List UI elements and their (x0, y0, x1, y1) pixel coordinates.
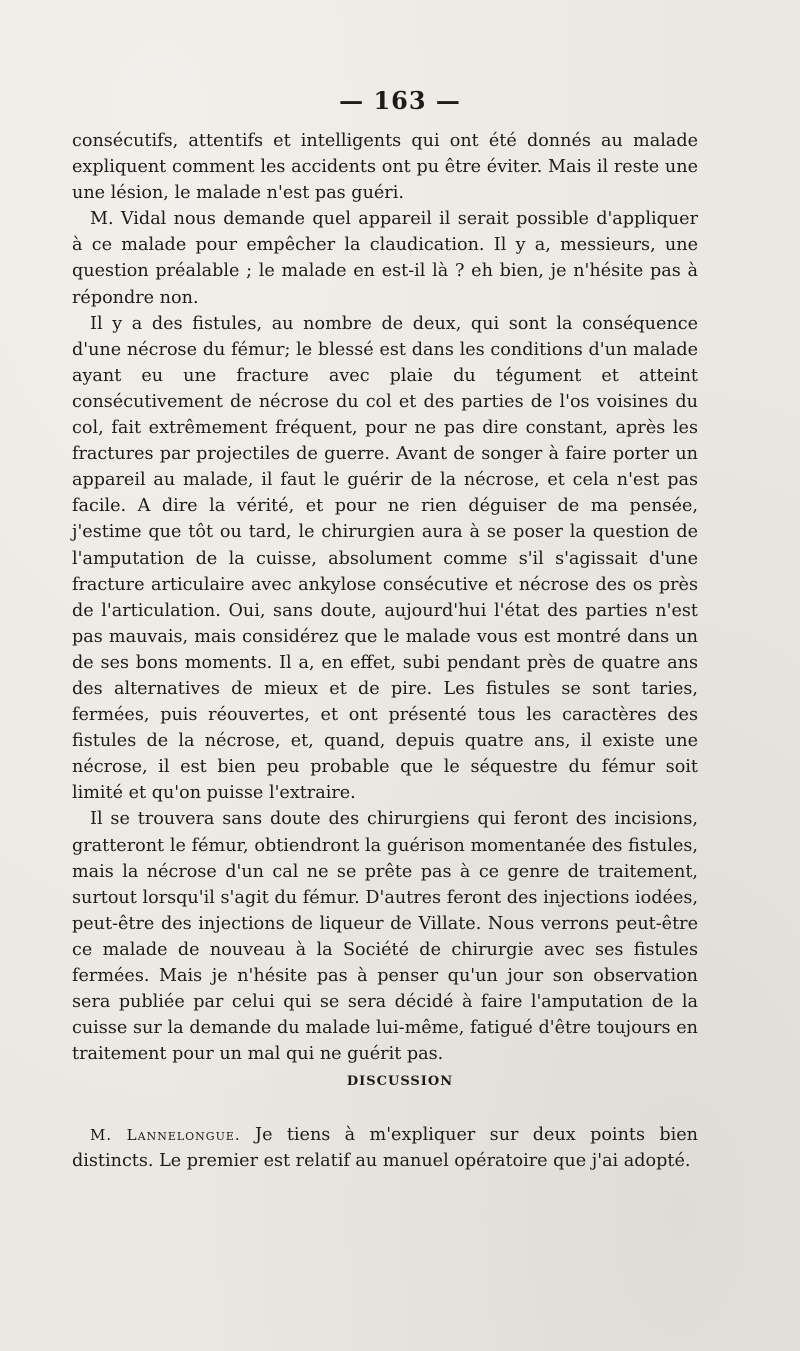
body-text (72, 128, 698, 1067)
discussion-heading: DISCUSSION (346, 1074, 454, 1089)
paragraph-4: Il se trouvera sans doute des chirurgiens qui feront des incisions, gratteront le fémur, obtiendront la guérison momentanée des fistules, mais la nécrose d'un cal ne se prête pas à ce genre de traitement, surtout lorsqu'il s'agit du fémur. D'autres feront des injections iodées, peut-être des injections de liqueur de Villate. Nous verrons peut-être ce malade de nouveau à la Société de chirurgie avec ses fistules fermées. Mais je n'hésite pas à penser qu'un jour son observation sera publiée par celui qui se sera décidé à faire l'amputation de la cuisse sur la demande du malade lui-même, fatigué d'être toujours en traitement pour un mal qui ne guérit pas. (72, 809, 698, 1065)
discussion-text (72, 1122, 698, 1174)
discussion-paragraph (72, 1122, 698, 1174)
page-number: — 163 — (339, 86, 461, 115)
paragraph-3: Il y a des fistules, au nombre de deux, qui sont la conséquence d'une nécrose du fémur; le blessé est dans les conditions d'un malade ayant eu une fracture avec plaie du tégument et atteint consécutivement de nécrose du col et des parties de l'os voisines du col, fait extrêmement fréquent, pour ne pas dire constant, après les fractures par projectiles de guerre. Avant de songer à faire porter un appareil au malade, il faut le guérir de la nécrose, et cela n'est pas facile. A dire la vérité, et pour ne rien déguiser de ma pensée, j'estime que tôt ou tard, le chirurgien aura à se poser la question de l'amputation de la cuisse, absolument comme s'il s'agissait d'une fracture articulaire avec ankylose consécutive et nécrose des os près de l'articulation. Oui, sans doute, aujourd'hui l'état des parties n'est pas mauvais, mais considérez que le malade vous est montré dans un de ses bons moments. Il a, en effet, subi pendant près de quatre ans des alternatives de mieux et de pire. Les fistules se sont taries, fermées, puis réouvertes, et ont présenté tous les caractères des fistules de la nécrose, et, quand, depuis quatre ans, il existe une nécrose, il est bien peu probable que le séquestre du fémur soit limité et qu'on puisse l'extraire. (72, 313, 698, 804)
speaker-name: M. Lannelongue. (90, 1126, 241, 1144)
discussion-statement: Je tiens à m'expliquer sur deux points bien distincts. Le premier est relatif au manuel opératoire que j'ai adopté. (72, 1125, 698, 1172)
paragraph-1: consécutifs, attentifs et intelligents qui ont été donnés au malade expliquent comment les accidents ont pu être éviter. Mais il reste une une lésion, le malade n'est pas guéri. (72, 131, 698, 204)
paragraph-2: M. Vidal nous demande quel appareil il serait possible d'appliquer à ce malade pour empêcher la claudication. Il y a, messieurs, une question préalable ; le malade en est-il là ? eh bien, je n'hésite pas à répondre non. (72, 209, 698, 308)
